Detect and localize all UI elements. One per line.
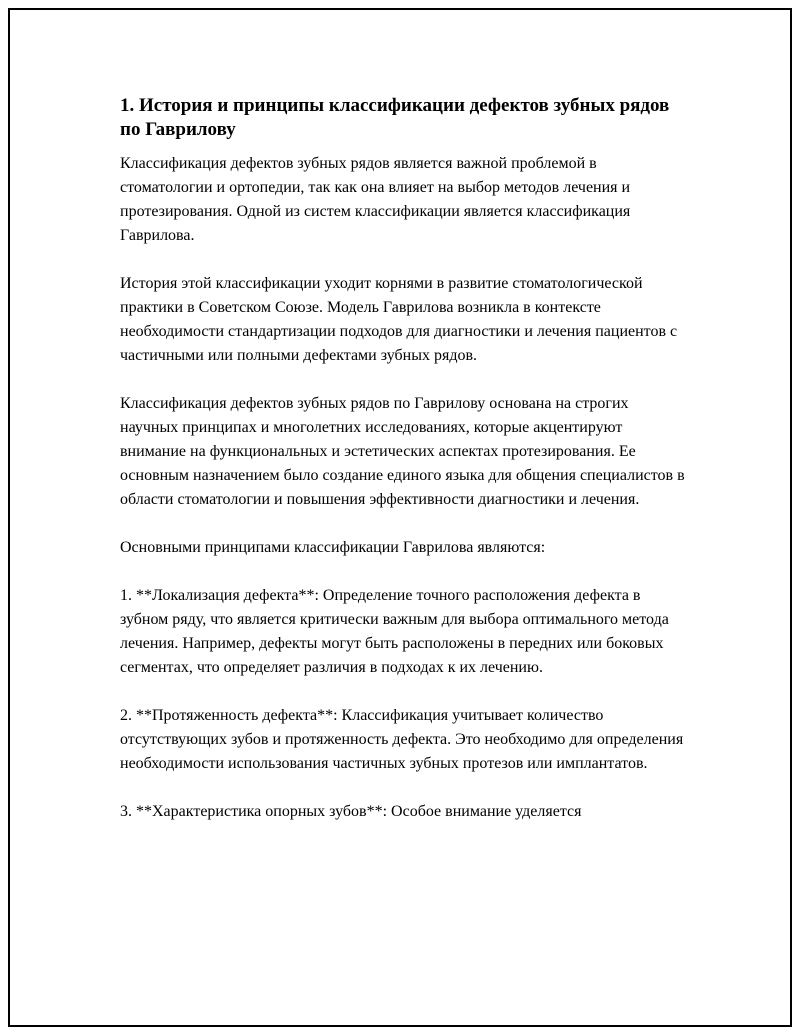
- paragraph-intro: Классификация дефектов зубных рядов является важной проблемой в стоматологии и ортопедии, так как она влияет на выбор методов лечения и протезирования. Одной из систем классификации является классификация Гаврилова.: [120, 155, 631, 244]
- list-item-localization: 1. **Локализация дефекта**: Определение точного расположения дефекта в зубном ряду, что является критически важным для выбора оптимального метода лечения. Например, дефекты могут быть расположены в передних или боковых сегментах, что определяет различия в подходах к их лечению.: [120, 587, 669, 676]
- paragraph-principles-lead: Основными принципами классификации Гаврилова являются:: [120, 539, 546, 556]
- list-item-extent: 2. **Протяженность дефекта**: Классификация учитывает количество отсутствующих зубов и протяженность дефекта. Это необходимо для определения необходимости использования частичных зубных протезов или имплантатов.: [120, 707, 684, 772]
- paragraph-principles-basis: Классификация дефектов зубных рядов по Гаврилову основана на строгих научных принципах и многолетних исследованиях, которые акцентируют внимание на функциональных и эстетических аспектах протезирования. Ее основным назначением было создание единого языка для общения специалистов в области стоматологии и повышения эффективности диагностики и лечения.: [120, 395, 685, 508]
- document-body: [120, 94, 690, 824]
- paragraph-history: История этой классификации уходит корнями в развитие стоматологической практики в Советском Союзе. Модель Гаврилова возникла в контексте необходимости стандартизации подходов для диагностики и лечения пациентов с частичными или полными дефектами зубных рядов.: [120, 275, 678, 364]
- list-item-abutment-teeth: 3. **Характеристика опорных зубов**: Особое внимание уделяется: [120, 803, 582, 820]
- section-heading: 1. История и принципы классификации дефектов зубных рядов по Гаврилову: [120, 95, 670, 140]
- page-frame: [8, 8, 792, 1027]
